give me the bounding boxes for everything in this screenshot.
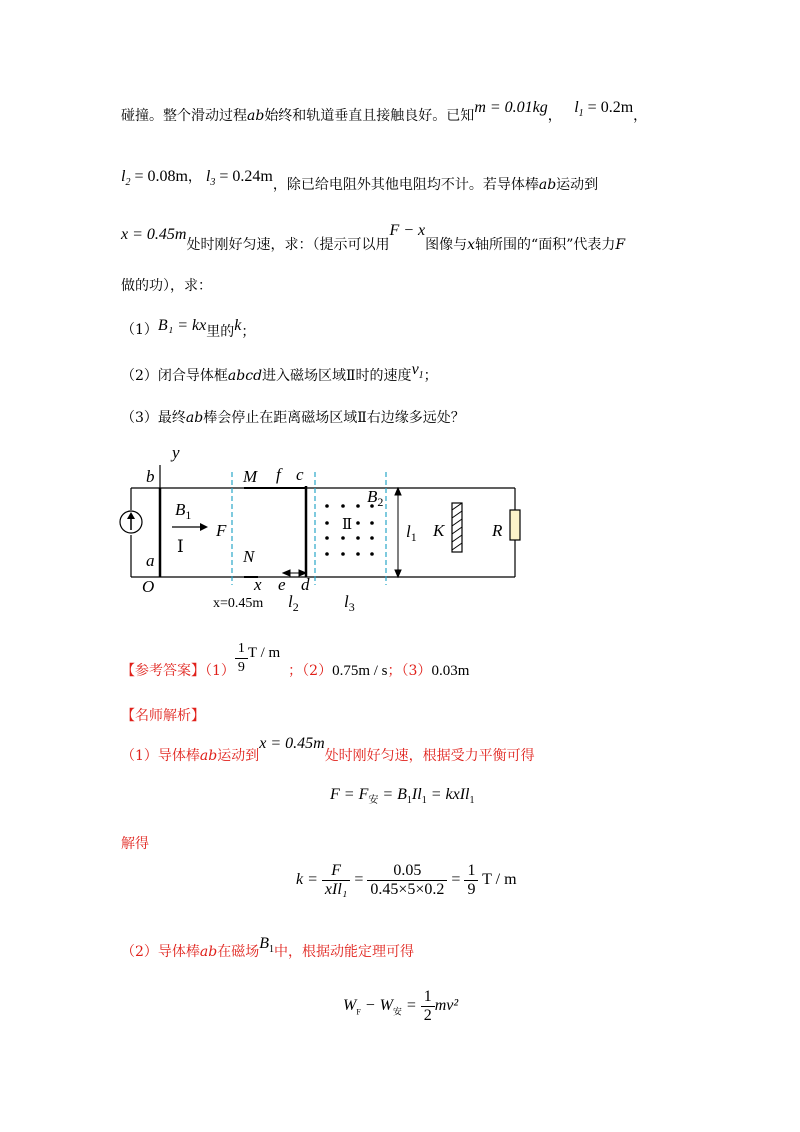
label-region-II: Ⅱ [342, 517, 353, 533]
label-l1: $l_1$ [406, 522, 417, 544]
analysis-step-2: （2）导体棒ab在磁场$B_1$中，根据动能定理可得 [121, 935, 415, 960]
paragraph-3 [121, 222, 626, 253]
p3-x-var: x [467, 237, 476, 253]
question-2 [121, 361, 438, 392]
label-F: F [216, 521, 227, 540]
answer-part-2: ；（2） [288, 662, 333, 679]
step1-x: x = 0.45m [259, 735, 325, 752]
analysis-label: 【名师解析】 [121, 708, 205, 724]
question-3 [121, 408, 465, 428]
q1-expr: B₁ = kx [157, 317, 207, 334]
p2-text-1: ，除已给电阻外其他电阻均不计。若导体棒 [272, 177, 539, 193]
label-f: f [276, 465, 281, 484]
p4-text: 做的功），求： [121, 278, 212, 294]
q3-text-2: 棒会停止在距离磁场区域Ⅱ右边缘多远处？ [203, 410, 465, 426]
answer-1-fraction: $\frac{1}{9}$ [235, 640, 248, 677]
label-N: N [243, 547, 255, 566]
p1-text-1: 碰撞。整个滑动过程 [121, 108, 247, 124]
label-region-I: Ⅰ [177, 537, 184, 556]
p1-ab: ab [247, 108, 265, 124]
q3-ab: ab [185, 410, 204, 426]
label-y: y [172, 443, 180, 462]
p1-comma-2: ， [633, 108, 648, 124]
p3-fx: F − x [389, 222, 426, 239]
equation-work-energy: $W_F - W_安$ = $\frac{1}{2}$ mv² [343, 988, 459, 1024]
p1-l1: $l_1 = 0.2m$ [574, 99, 634, 120]
p1-text-2: 始终和轨道垂直且接触良好。已知 [264, 108, 475, 124]
label-B1: $B_1$ [175, 500, 192, 522]
q2-text: 闭合导体框 [157, 368, 228, 384]
stopper-K-icon [452, 503, 462, 552]
answer-part-3: ；（3） [387, 662, 432, 679]
label-d: d [301, 575, 310, 594]
answer-1-unit: T / m [247, 644, 281, 661]
q1-k: k [234, 317, 242, 334]
q1-end: ； [241, 324, 256, 340]
p3-text-2: 图像与 [425, 237, 468, 253]
p2-l2: $l_2 = 0.08m$ [121, 168, 188, 189]
p3-F: F [615, 237, 626, 253]
q3-number: （3） [121, 410, 158, 426]
resistor-icon [510, 510, 520, 540]
label-a: a [146, 551, 155, 570]
l1-dimension-arrow [395, 488, 401, 577]
label-l2: $l_2$ [288, 592, 299, 614]
q2-number: （2） [121, 368, 158, 384]
step2-B1: $B_1$ [259, 935, 275, 956]
p1-mass: m = 0.01kg [474, 99, 548, 116]
answer-part-1: （1） [205, 662, 235, 679]
force-arrow-icon [172, 523, 208, 531]
label-R: R [492, 521, 503, 540]
q2-abcd: abcd [227, 368, 263, 384]
label-c: c [296, 465, 304, 484]
label-O: O [142, 577, 155, 596]
label-x-position: x=0.45m [213, 596, 264, 611]
paragraph-2: $l_2 = 0.08m$， $l_3 = 0.24m$，除已给电阻外其他电阻均不计。若导体棒ab运动到 [121, 168, 599, 193]
p2-l3: $l_3 = 0.24m$ [205, 168, 273, 189]
q1-text: 里的 [206, 324, 235, 340]
paragraph-4 [121, 276, 212, 296]
label-K: K [433, 521, 445, 540]
label-M: M [243, 467, 258, 486]
p3-x: x = 0.45m [121, 226, 187, 243]
current-source-icon [120, 511, 142, 533]
p3-text-1: 处时刚好匀速，求：（提示可以用 [186, 237, 390, 253]
circuit-diagram [0, 440, 800, 620]
solve-label: 解得 [121, 836, 149, 852]
answer-label: 【参考答案】 [121, 662, 205, 679]
label-B2: $B_2$ [367, 487, 384, 509]
answer-3-value: 0.03m [431, 662, 470, 679]
p2-ab: ab [538, 177, 557, 193]
q2-end: ； [423, 368, 438, 384]
answer-2-value: 0.75m / s [332, 662, 388, 679]
p2-text-2: 运动到 [556, 177, 599, 193]
q3-text: 最终 [157, 410, 186, 426]
p1-comma: ， [547, 108, 562, 124]
equation-force-balance: $F = F_安 = B_1Il_1$ = kxIl$_1$ [330, 786, 475, 807]
paragraph-1 [121, 99, 648, 132]
equation-k: k = $\frac{F}{\text{xIl₁}}$ = $\frac{0.05}{0.45\times 5\times 0.2}$ = $\frac{1}{9}$ T / m [296, 862, 517, 898]
label-x: x [254, 575, 262, 594]
q2-text-2: 进入磁场区域Ⅱ时的速度 [262, 368, 412, 384]
q1-number: （1） [121, 322, 158, 338]
answer-line [121, 640, 469, 677]
label-l3: $l_3$ [344, 592, 355, 614]
label-b: b [146, 467, 155, 486]
q2-v: $v_1$ [411, 361, 424, 382]
label-e: e [278, 575, 286, 594]
analysis-step-1: （1）导体棒ab运动到x = 0.45m处时刚好匀速，根据受力平衡可得 [121, 735, 535, 764]
question-1 [121, 316, 256, 340]
p3-text-3: 轴所围的“面积”代表力 [475, 237, 616, 253]
